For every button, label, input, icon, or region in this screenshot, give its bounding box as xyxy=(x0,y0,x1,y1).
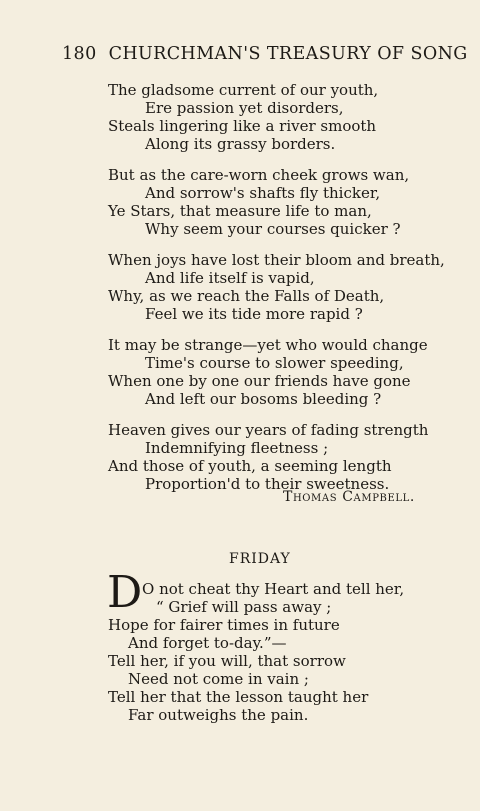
running-title: CHURCHMAN'S TREASURY OF SONG xyxy=(108,44,468,64)
poem-line: And left our bosoms bleeding ? xyxy=(145,390,382,408)
poem-line: Proportion'd to their sweetness. xyxy=(145,475,390,493)
poem-line: Steals lingering like a river smooth xyxy=(108,117,377,135)
poem-line: But as the care-worn cheek grows wan, xyxy=(108,166,410,184)
poem-line: Hope for fairer times in future xyxy=(108,616,340,634)
stanza-5 xyxy=(108,421,448,493)
poem-line: O not cheat thy Heart and tell her, xyxy=(142,580,405,598)
poem-line: Feel we its tide more rapid ? xyxy=(145,305,363,323)
poem-line: And forget to-day.”— xyxy=(128,634,287,652)
poem-line: It may be strange—yet who would change xyxy=(108,336,428,354)
poem-attribution: Thomas Campbell. xyxy=(283,489,415,505)
stanza-1 xyxy=(108,81,448,153)
poem-line: Need not come in vain ; xyxy=(128,670,309,688)
poem-line: When one by one our friends have gone xyxy=(108,372,411,390)
page-number: 180 xyxy=(62,44,97,64)
poem-line: Ere passion yet disorders, xyxy=(145,99,344,117)
poem-line: Ye Stars, that measure life to man, xyxy=(108,202,372,220)
poem-friday xyxy=(108,580,448,724)
poem-line: Tell her, if you will, that sorrow xyxy=(108,652,346,670)
poem-line: Along its grassy borders. xyxy=(145,135,336,153)
poem-title: FRIDAY xyxy=(229,551,291,567)
poem-line: Heaven gives our years of fading strength xyxy=(108,421,429,439)
poem-line: The gladsome current of our youth, xyxy=(108,81,379,99)
poem-line: Far outweighs the pain. xyxy=(128,706,309,724)
stanza-2 xyxy=(108,166,448,238)
poem-line: Why seem your courses quicker ? xyxy=(145,220,401,238)
poem-line: When joys have lost their bloom and breath, xyxy=(108,251,445,269)
poem-line: Indemnifying fleetness ; xyxy=(145,439,329,457)
poem-line: Tell her that the lesson taught her xyxy=(108,688,369,706)
stanza-4 xyxy=(108,336,448,408)
running-header xyxy=(62,44,468,64)
poem-line: And those of youth, a seeming length xyxy=(108,457,392,475)
stanza-3 xyxy=(108,251,448,323)
poem-line: Time's course to slower speeding, xyxy=(145,354,404,372)
poem-line: And life itself is vapid, xyxy=(145,269,315,287)
poem-line: “ Grief will pass away ; xyxy=(156,598,332,616)
drop-cap: D xyxy=(107,567,143,618)
poem-line: Why, as we reach the Falls of Death, xyxy=(108,287,385,305)
poem-line: And sorrow's shafts fly thicker, xyxy=(145,184,381,202)
